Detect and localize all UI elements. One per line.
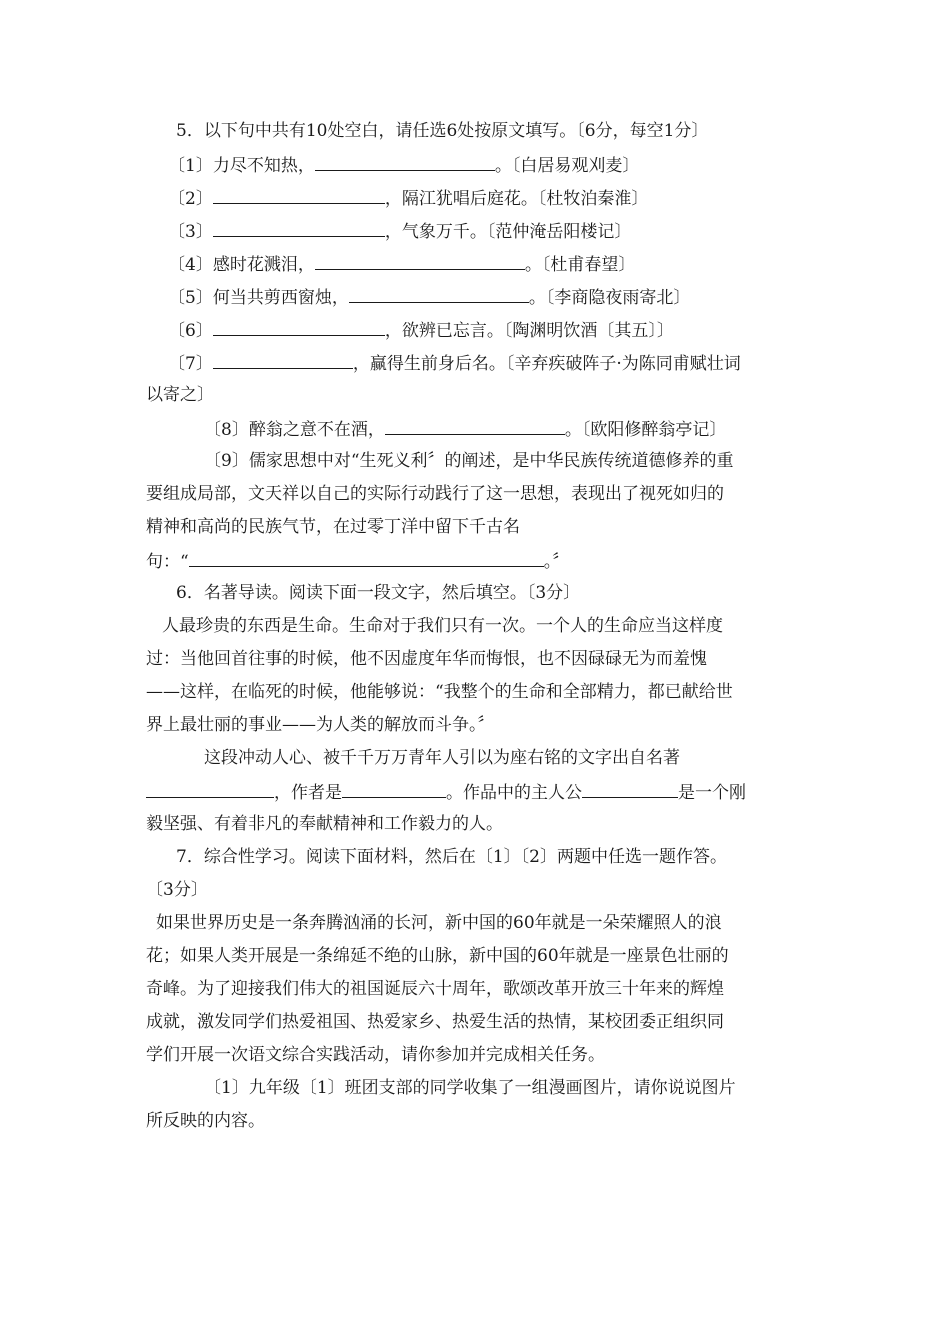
q7-sub1-line-1: 〔1〕九年级〔1〕班团支部的同学收集了一组漫画图片，请你说说图片 <box>204 1078 736 1098</box>
q7-sub1-line-2: 所反映的内容。 <box>146 1111 265 1131</box>
book-title-blank[interactable] <box>146 779 274 798</box>
q6-quote-line-4: 界上最壮丽的事业——为人类的解放而斗争。〞 <box>146 715 495 735</box>
q5-item-6: 〔6〕 ，欲辨已忘言。〔陶渊明饮酒〔其五〕〕 <box>168 317 674 343</box>
q5-item-1: 〔1〕力尽不知热， 。〔白居易观刈麦〕 <box>168 152 639 178</box>
q5-item-4: 〔4〕感时花溅泪， 。〔杜甫春望〕 <box>168 251 635 277</box>
answer-blank[interactable] <box>189 548 544 567</box>
q7-title-line-1: 7．综合性学习。阅读下面材料，然后在〔1〕〔2〕两题中任选一题作答。 <box>176 847 727 867</box>
q7-para-line-5: 学们开展一次语文综合实践活动，请你参加并完成相关任务。 <box>146 1045 605 1065</box>
q7-title-line-2: 〔3分〕 <box>146 880 208 900</box>
answer-blank[interactable] <box>213 218 385 237</box>
q5-item-9-line-2: 要组成局部，文天祥以自己的实际行动践行了这一思想，表现出了视死如归的 <box>146 484 724 504</box>
q7-para-line-4: 成就，激发同学们热爱祖国、热爱家乡、热爱生活的热情，某校团委正组织同 <box>146 1012 724 1032</box>
q6-fill-line-1: 这段冲动人心、被千千万万青年人引以为座右铭的文字出自名著 <box>204 748 680 768</box>
q5-item-2: 〔2〕 ，隔江犹唱后庭花。〔杜牧泊秦淮〕 <box>168 185 648 211</box>
q5-item-8: 〔8〕醉翁之意不在酒， 。〔欧阳修醉翁亭记〕 <box>204 416 726 442</box>
q7-para-line-3: 奇峰。为了迎接我们伟大的祖国诞辰六十周年，歌颂改革开放三十年来的辉煌 <box>146 979 724 999</box>
answer-blank[interactable] <box>213 185 385 204</box>
q5-item-7: 〔7〕 ，赢得生前身后名。〔辛弃疾破阵子·为陈同甫赋壮词 <box>168 350 741 376</box>
q7-para-line-2: 花；如果人类开展是一条绵延不绝的山脉，新中国的60年就是一座景色壮丽的 <box>146 946 729 966</box>
q6-quote-line-2: 过：当他回首往事的时候，他不因虚度年华而悔恨，也不因碌碌无为而羞愧 <box>146 649 707 669</box>
q7-para-line-1: 如果世界历史是一条奔腾汹涌的长河，新中国的60年就是一朵荣耀照人的浪 <box>156 913 722 933</box>
q5-item-7-continued: 以寄之〕 <box>146 385 214 405</box>
q5-item-5: 〔5〕何当共剪西窗烛， 。〔李商隐夜雨寄北〕 <box>168 284 690 310</box>
protagonist-blank[interactable] <box>582 779 678 798</box>
q6-title: 6．名著导读。阅读下面一段文字，然后填空。〔3分〕 <box>176 583 581 603</box>
q6-fill-line-2: ，作者是 。作品中的主人公 是一个刚 <box>146 779 746 805</box>
answer-blank[interactable] <box>349 284 529 303</box>
answer-blank[interactable] <box>213 350 353 369</box>
q5-item-9-line-1: 〔9〕儒家思想中对“生死义利〞的阐述，是中华民族传统道德修养的重 <box>204 451 734 471</box>
q6-quote-line-3: ——这样，在临死的时候，他能够说：“我整个的生命和全部精力，都已献给世 <box>146 682 733 702</box>
q5-title: 5．以下句中共有10处空白，请任选6处按原文填写。〔6分，每空1分〕 <box>176 121 709 141</box>
author-blank[interactable] <box>342 779 446 798</box>
answer-blank[interactable] <box>385 416 565 435</box>
answer-blank[interactable] <box>315 251 525 270</box>
q5-item-9-line-4: 句：“ 。〞 <box>146 548 569 574</box>
q6-fill-line-3: 毅坚强、有着非凡的奉献精神和工作毅力的人。 <box>146 814 503 834</box>
q6-quote-line-1: 人最珍贵的东西是生命。生命对于我们只有一次。一个人的生命应当这样度 <box>162 616 723 636</box>
answer-blank[interactable] <box>315 152 495 171</box>
q5-item-9-line-3: 精神和高尚的民族气节，在过零丁洋中留下千古名 <box>146 517 520 537</box>
q5-item-3: 〔3〕 ，气象万千。〔范仲淹岳阳楼记〕 <box>168 218 631 244</box>
answer-blank[interactable] <box>213 317 385 336</box>
